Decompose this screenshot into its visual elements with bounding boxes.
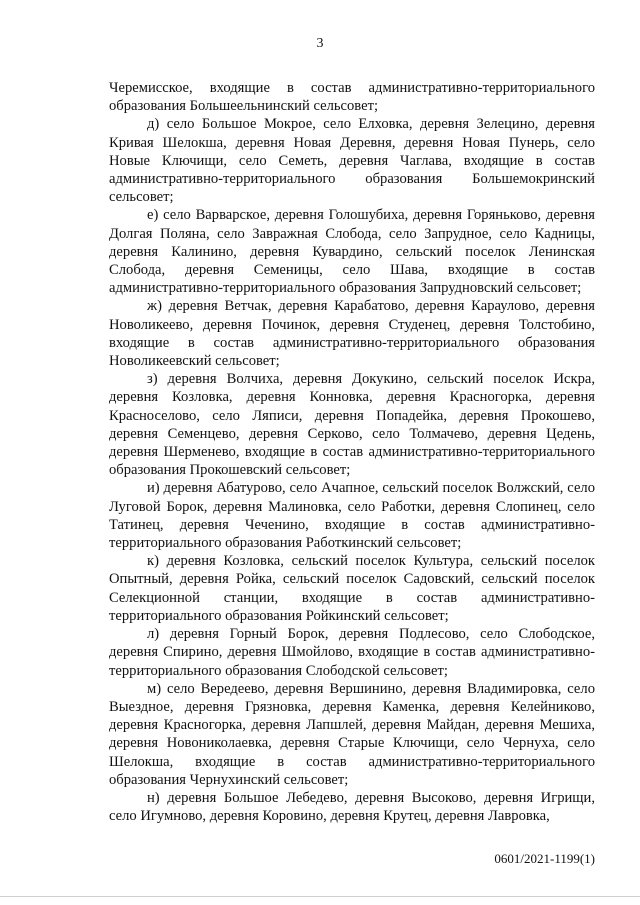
paragraph-k: к) деревня Козловка, сельский поселок Культура, сельский поселок Опытный, деревня Ройка, сельский поселок Садовский, сельский поселок Селекционной станции, входящие в состав административно-территориального образования Ройкинский сельсовет; xyxy=(109,553,595,624)
paragraph-d: д) село Большое Мокрое, село Елховка, деревня Зелецино, деревня Кривая Шелокша, деревня Новая Деревня, деревня Новая Пунерь, село Новые Ключищи, село Семеть, деревня Чаглава, входящие в состав административно-территориального образования Большемокринский сельсовет; xyxy=(109,116,595,206)
page-number: 3 xyxy=(316,36,324,51)
paragraph-z: з) деревня Волчиха, деревня Докукино, сельский поселок Искра, деревня Козловка, деревня Конновка, деревня Красногорка, деревня Красноселово, село Ляписи, деревня Попадейка, деревня Прокошево, деревня Семенцево, деревня Серково, село Толмачево, деревня Цедень, деревня Шерменево, входящие в состав административно-территориального образования Прокошевский сельсовет; xyxy=(109,371,595,479)
paragraph-l: л) деревня Горный Борок, деревня Подлесово, село Слободское, деревня Спирино, деревня Шмойлово, входящие в состав административно-территориального образования Слободской сельсовет; xyxy=(109,626,595,679)
paragraph-m: м) село Вередеево, деревня Вершинино, деревня Владимировка, село Выездное, деревня Грязновка, деревня Каменка, деревня Келейниково, деревня Красногорка, деревня Лапшлей, деревня Майдан, деревня Мешиха, деревня Новониколаевка, деревня Старые Ключищи, село Чернуха, село Шелокша, входящие в состав административно-территориального образования Чернухинский сельсовет; xyxy=(109,680,595,788)
document-code: 0601/2021-1199(1) xyxy=(494,851,595,866)
paragraph-e: е) село Варварское, деревня Голошубиха, деревня Горяньково, деревня Долгая Поляна, село Завражная Слобода, село Запрудное, село Кадницы, деревня Калинино, деревня Кувардино, сельский поселок Ленинская Слобода, деревня Семеницы, село Шава, входящие в состав административно-территориального образования Запрудновский сельсовет; xyxy=(109,207,595,297)
paragraph-continuation: Черемисское, входящие в состав административно-территориального образования Большеельнинский сельсовет; xyxy=(109,80,595,115)
paragraph-n: н) деревня Большое Лебедево, деревня Высоково, деревня Игрищи, село Игумново, деревня Коровино, деревня Крутец, деревня Лавровка, xyxy=(109,789,595,825)
body-text xyxy=(109,79,595,825)
paragraph-zh: ж) деревня Ветчак, деревня Карабатово, деревня Караулово, деревня Новоликеево, деревня Починок, деревня Студенец, деревня Толстобино, входящие в состав административно-территориального образования Новоликеевский сельсовет; xyxy=(109,298,595,370)
scan-edge-line xyxy=(0,896,640,897)
paragraph-i: и) деревня Абатурово, село Ачапное, сельский поселок Волжский, село Луговой Борок, деревня Малиновка, село Работки, деревня Слопинец, село Татинец, деревня Чеченино, входящие в состав административно-территориального образования Работкинский сельсовет; xyxy=(109,480,595,552)
